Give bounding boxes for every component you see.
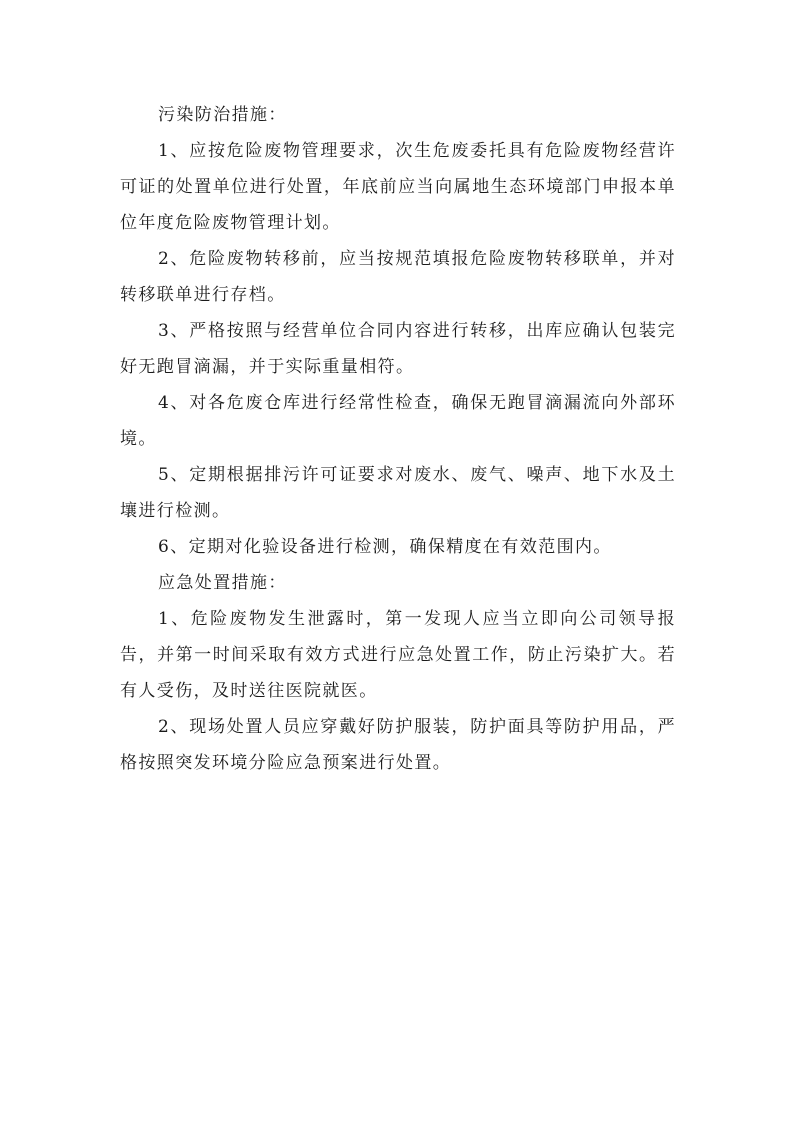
- document-body: [120, 97, 676, 781]
- pollution-item-3: 3、严格按照与经营单位合同内容进行转移，出库应确认包装完好无跑冒滴漏，并于实际重量相符。: [120, 321, 676, 377]
- pollution-item-6: 6、定期对化验设备进行检测，确保精度在有效范围内。: [158, 537, 612, 557]
- emergency-response-heading: 应急处置措施：: [158, 573, 287, 593]
- pollution-item-2: 2、危险废物转移前，应当按规范填报危险废物转移联单，并对转移联单进行存档。: [120, 249, 676, 305]
- pollution-item-4: 4、对各危废仓库进行经常性检查，确保无跑冒滴漏流向外部环境。: [120, 393, 676, 449]
- pollution-item-1: 1、应按危险废物管理要求，次生危废委托具有危险废物经营许可证的处置单位进行处置，年底前应当向属地生态环境部门申报本单位年度危险废物管理计划。: [120, 141, 676, 233]
- emergency-item-2: 2、现场处置人员应穿戴好防护服装，防护面具等防护用品，严格按照突发环境分险应急预案进行处置。: [120, 717, 676, 773]
- pollution-prevention-heading: 污染防治措施：: [158, 105, 287, 125]
- emergency-item-1: 1、危险废物发生泄露时，第一发现人应当立即向公司领导报告，并第一时间采取有效方式进行应急处置工作，防止污染扩大。若有人受伤，及时送往医院就医。: [120, 609, 676, 701]
- pollution-item-5: 5、定期根据排污许可证要求对废水、废气、噪声、地下水及土壤进行检测。: [120, 465, 676, 521]
